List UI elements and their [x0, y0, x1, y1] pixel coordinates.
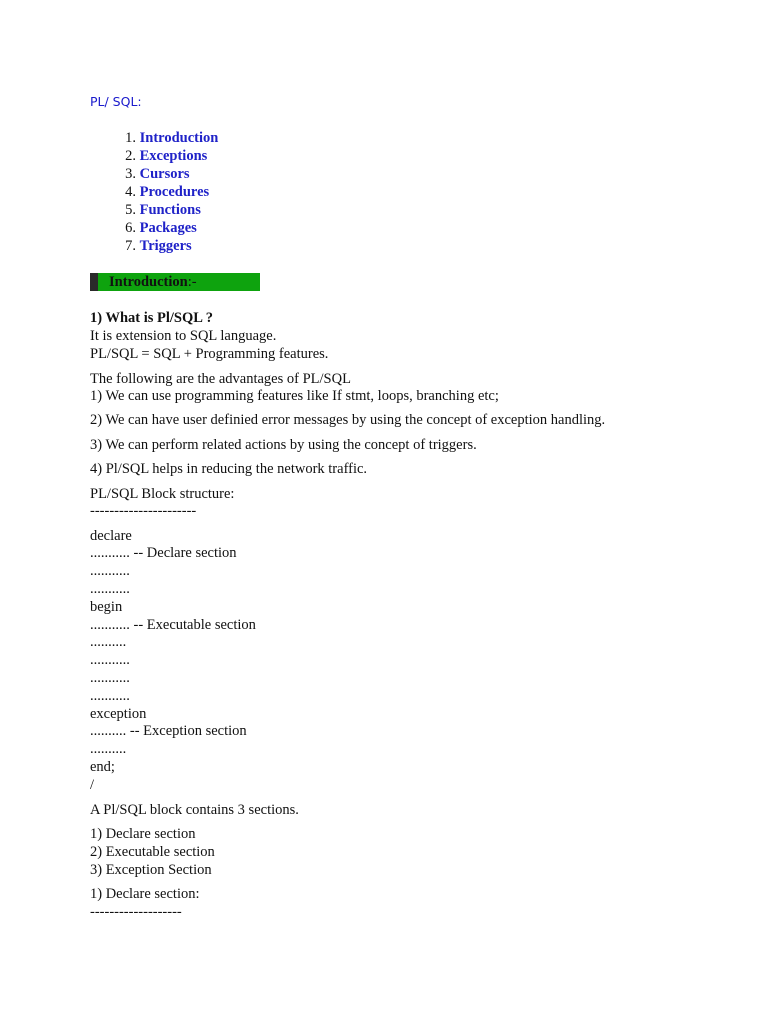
body-line: PL/SQL = SQL + Programming features. — [90, 346, 329, 362]
section-heading-label: Introduction — [109, 274, 188, 290]
toc-link-packages[interactable]: Packages — [139, 220, 197, 236]
section-heading-bar — [90, 273, 260, 291]
code-line: ........... -- Declare section — [90, 545, 237, 561]
section-heading — [109, 273, 197, 291]
toc-link-exceptions[interactable]: Exceptions — [139, 148, 208, 164]
body-line: It is extension to SQL language. — [90, 328, 277, 344]
body-line: The following are the advantages of PL/SQL — [90, 371, 351, 387]
toc-link-procedures[interactable]: Procedures — [139, 184, 210, 200]
page-heading: PL/ SQL: — [90, 94, 142, 109]
table-of-contents — [90, 129, 218, 255]
body-line: 1) We can use programming features like If stmt, loops, branching etc; — [90, 388, 499, 404]
toc-link-introduction[interactable]: Introduction — [139, 130, 219, 146]
code-line: ........... — [90, 563, 130, 579]
toc-number: 3. — [125, 166, 136, 182]
question-heading: 1) What is Pl/SQL ? — [90, 310, 214, 326]
body-line: 2) Executable section — [90, 844, 215, 860]
toc-link-triggers[interactable]: Triggers — [139, 238, 192, 254]
code-line: ........... — [90, 652, 130, 668]
separator-line: ---------------------- — [90, 503, 197, 519]
code-line: ........... — [90, 670, 130, 686]
toc-item[interactable] — [90, 201, 218, 219]
code-line: .......... -- Exception section — [90, 723, 247, 739]
body-line: 3) Exception Section — [90, 862, 212, 878]
separator-line: ------------------- — [90, 904, 182, 920]
toc-number: 6. — [125, 220, 136, 236]
toc-link-cursors[interactable]: Cursors — [139, 166, 190, 182]
toc-item[interactable] — [90, 165, 218, 183]
code-line: declare — [90, 528, 132, 544]
code-line: .......... — [90, 741, 127, 757]
toc-number: 4. — [125, 184, 136, 200]
toc-number: 2. — [125, 148, 136, 164]
code-line: .......... — [90, 634, 127, 650]
body-line: 1) Declare section — [90, 826, 196, 842]
code-line: end; — [90, 759, 115, 775]
body-line: 1) Declare section: — [90, 886, 200, 902]
code-line: ........... -- Executable section — [90, 617, 256, 633]
body-line: PL/SQL Block structure: — [90, 486, 235, 502]
body-line: 4) Pl/SQL helps in reducing the network traffic. — [90, 461, 368, 477]
toc-number: 1. — [125, 130, 136, 146]
body-line: A Pl/SQL block contains 3 sections. — [90, 802, 299, 818]
body-line: 2) We can have user definied error messages by using the concept of exception handling. — [90, 412, 606, 428]
section-heading-suffix: :- — [187, 274, 197, 290]
toc-item[interactable] — [90, 129, 218, 147]
code-line: / — [90, 777, 95, 793]
code-line: ........... — [90, 581, 130, 597]
toc-item[interactable] — [90, 147, 218, 165]
toc-item[interactable] — [90, 183, 218, 201]
toc-item[interactable] — [90, 237, 218, 255]
toc-link-functions[interactable]: Functions — [139, 202, 201, 218]
code-line: ........... — [90, 688, 130, 704]
toc-item[interactable] — [90, 219, 218, 237]
code-line: begin — [90, 599, 123, 615]
toc-number: 5. — [125, 202, 136, 218]
body-line: 3) We can perform related actions by using the concept of triggers. — [90, 437, 477, 453]
toc-number: 7. — [125, 238, 136, 254]
code-line: exception — [90, 706, 147, 722]
section-bar-edge — [90, 273, 98, 291]
